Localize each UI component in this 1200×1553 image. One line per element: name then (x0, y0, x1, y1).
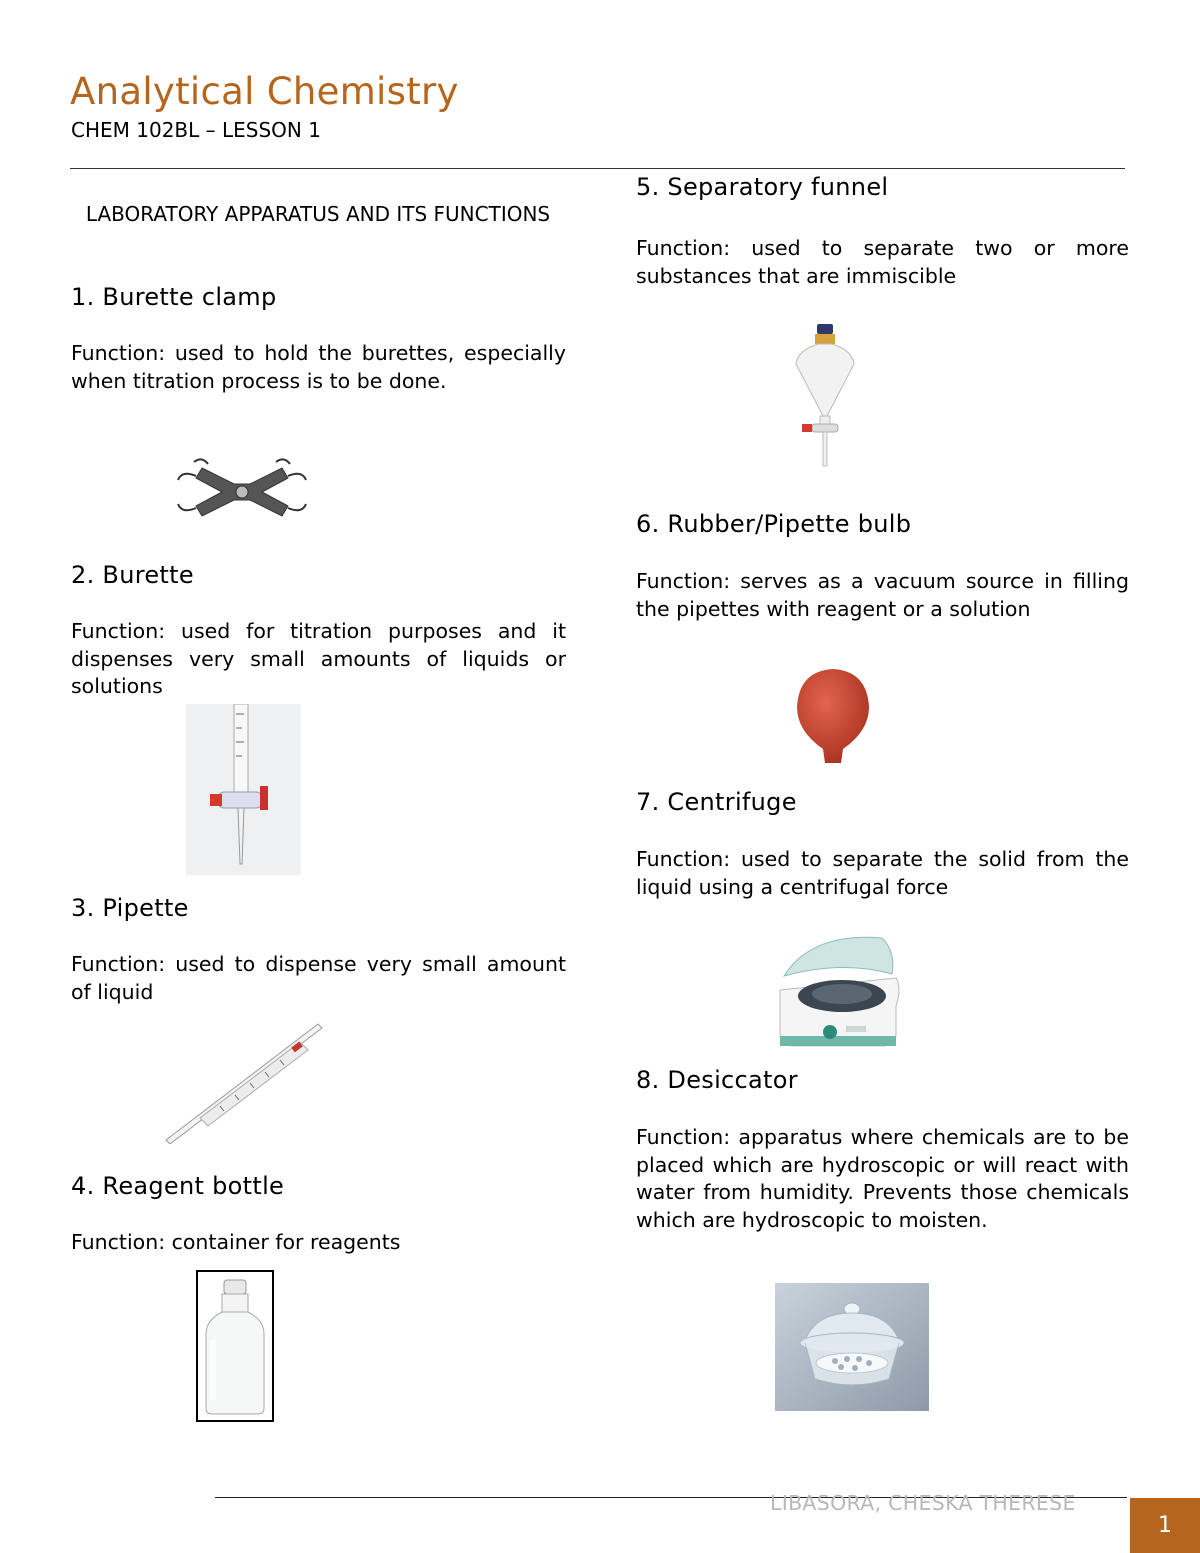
page-number: 1 (1130, 1498, 1200, 1553)
item-8-function: Function: apparatus where chemicals are to be placed which are hydroscopic or will react with water from humidity. Prevents those chemicals which are hydroscopic to moisten. (636, 1125, 1129, 1232)
pipette-image (160, 1018, 326, 1144)
header-divider (70, 168, 1125, 169)
item-4-heading: 4. Reagent bottle (71, 1172, 285, 1200)
burette-clamp-image (172, 450, 312, 532)
item-3-heading: 3. Pipette (71, 894, 189, 922)
item-1-heading: 1. Burette clamp (71, 283, 277, 311)
item-8-heading: 8. Desiccator (636, 1066, 798, 1094)
item-5-function: Function: used to separate two or more substances that are immiscible (636, 236, 1129, 288)
item-1-function: Function: used to hold the burettes, especially when titration process is to be done. (71, 341, 566, 393)
item-6-heading: 6. Rubber/Pipette bulb (636, 510, 912, 538)
item-6-function: Function: serves as a vacuum source in filling the pipettes with reagent or a solution (636, 569, 1129, 621)
item-7-heading: 7. Centrifuge (636, 788, 797, 816)
course-subtitle: CHEM 102BL – LESSON 1 (71, 118, 321, 142)
item-4-function: Function: container for reagents (71, 1230, 401, 1254)
burette-image (186, 704, 301, 875)
separatory-funnel-image (780, 320, 870, 470)
item-7-function: Function: used to separate the solid from the liquid using a centrifugal force (636, 847, 1129, 899)
reagent-bottle-image (196, 1270, 274, 1422)
document-title: Analytical Chemistry (70, 70, 459, 113)
centrifuge-image (772, 928, 908, 1056)
item-2-function: Function: used for titration purposes and it dispenses very small amounts of liquids or solutions (71, 619, 566, 698)
footer-author: LIBASORA, CHESKA THERESE (770, 1491, 1076, 1515)
item-2-heading: 2. Burette (71, 561, 194, 589)
pipette-bulb-image (793, 665, 873, 767)
section-heading: LABORATORY APPARATUS AND ITS FUNCTIONS (85, 202, 551, 226)
item-5-heading: 5. Separatory funnel (636, 173, 889, 201)
item-3-function: Function: used to dispense very small amount of liquid (71, 952, 566, 1004)
desiccator-image (775, 1283, 929, 1411)
